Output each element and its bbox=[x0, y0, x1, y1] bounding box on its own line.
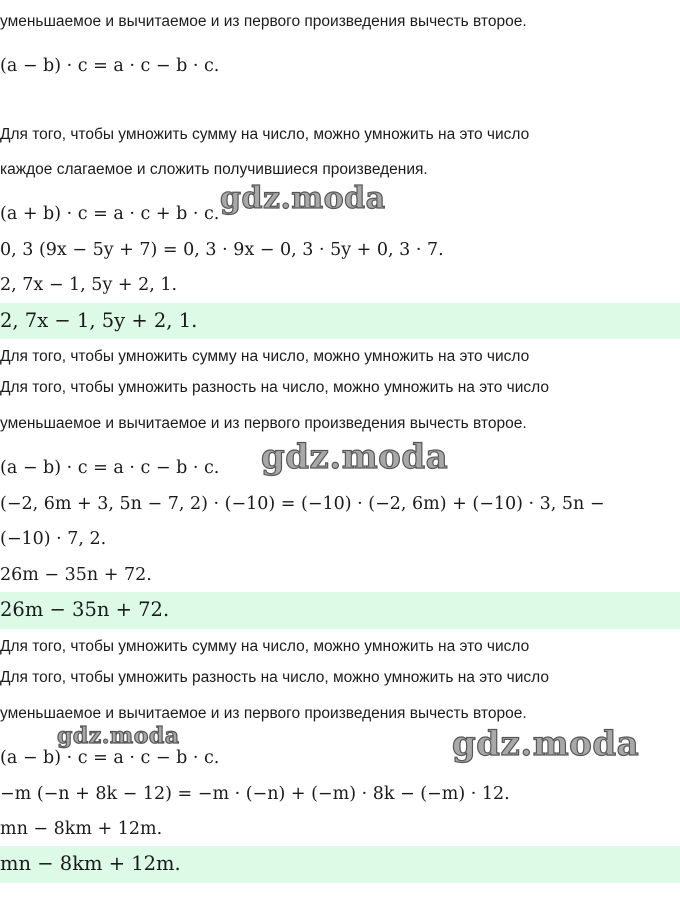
watermark-logo: gdz.moda bbox=[57, 723, 180, 749]
formula-line: (a − b) · c = a · c − b · c. bbox=[0, 56, 220, 76]
formula-line: (−2, 6m + 3, 5n − 7, 2) · (−10) = (−10) · (−2, 6m) + (−10) · 3, 5n − bbox=[0, 494, 605, 514]
formula-line: mn − 8km + 12m. bbox=[0, 819, 163, 839]
explanation-text: Для того, чтобы умножить сумму на число, можно умножить на это число bbox=[0, 126, 530, 143]
answer-band bbox=[0, 846, 680, 883]
formula-line: 26m − 35n + 72. bbox=[0, 565, 152, 585]
answer-formula: 2, 7x − 1, 5y + 2, 1. bbox=[0, 309, 198, 332]
formula-line: 0, 3 (9x − 5y + 7) = 0, 3 · 9x − 0, 3 · 5y + 0, 3 · 7. bbox=[0, 240, 444, 260]
explanation-text: уменьшаемое и вычитаемое и из первого произведения вычесть второе. bbox=[0, 13, 527, 30]
watermark-logo: gdz.moda bbox=[452, 724, 640, 764]
formula-line: (a − b) · c = a · c − b · c. bbox=[0, 748, 220, 768]
formula-line: (−10) · 7, 2. bbox=[0, 529, 107, 549]
explanation-text: Для того, чтобы умножить сумму на число, можно умножить на это число bbox=[0, 638, 530, 655]
explanation-text: уменьшаемое и вычитаемое и из первого произведения вычесть второе. bbox=[0, 415, 527, 432]
watermark-logo: gdz.moda bbox=[220, 181, 386, 216]
explanation-text: Для того, чтобы умножить разность на число, можно умножить на это число bbox=[0, 379, 549, 396]
formula-line: 2, 7x − 1, 5y + 2, 1. bbox=[0, 275, 178, 295]
watermark-logo: gdz.moda bbox=[261, 437, 449, 477]
answer-formula: mn − 8km + 12m. bbox=[0, 852, 181, 875]
answer-band bbox=[0, 303, 680, 339]
formula-line: (a + b) · c = a · c + b · c. bbox=[0, 204, 220, 224]
formula-line: (a − b) · c = a · c − b · c. bbox=[0, 458, 220, 478]
explanation-text: каждое слагаемое и сложить получившиеся произведения. bbox=[0, 161, 428, 178]
answer-band bbox=[0, 592, 680, 629]
answer-formula: 26m − 35n + 72. bbox=[0, 598, 170, 621]
explanation-text: Для того, чтобы умножить сумму на число, можно умножить на это число bbox=[0, 348, 530, 365]
explanation-text: уменьшаемое и вычитаемое и из первого произведения вычесть второе. bbox=[0, 705, 527, 722]
explanation-text: Для того, чтобы умножить разность на число, можно умножить на это число bbox=[0, 669, 549, 686]
formula-line: −m (−n + 8k − 12) = −m · (−n) + (−m) · 8k − (−m) · 12. bbox=[0, 784, 510, 804]
